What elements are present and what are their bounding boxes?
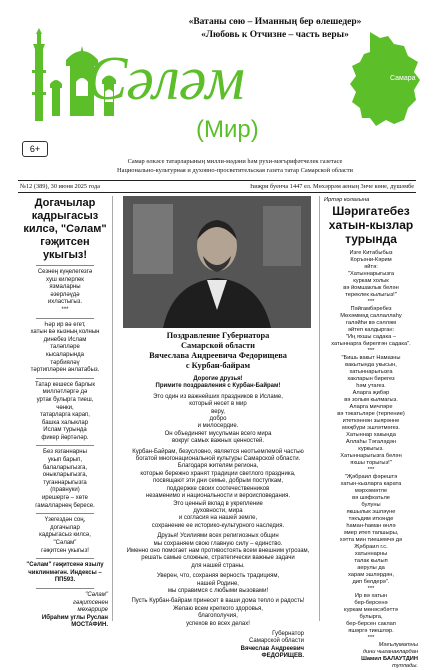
text-line: булырга, [359, 614, 383, 620]
right-block-4 [324, 474, 418, 593]
article-para-1 [120, 394, 316, 446]
right-column [324, 197, 418, 670]
text-line: Аларга җибәр [352, 390, 390, 396]
newspaper-logo-sub: (Мир) [196, 116, 259, 143]
text-line: талак кылып [354, 558, 388, 564]
text-line: "Сәлам" [53, 540, 77, 546]
text-line: "Җәбраил фәрештә [344, 474, 398, 480]
text-line: гәҗитсен укыгыз! [41, 547, 89, 554]
text-line: харам эшләрдән, [348, 572, 394, 578]
text-line: Җәбраил г.с. [354, 544, 388, 550]
text-line: фикер йөртәләр. [41, 434, 89, 441]
text-line: Үзегездән соң, [44, 517, 86, 524]
text-line: куркам мөнәсәбәттә [344, 607, 398, 613]
article-para-5 [120, 598, 316, 628]
text-line: итеткәннән зыярәнне [342, 418, 400, 424]
text-line: который несет в мир [189, 401, 247, 408]
text-line: Именно оно помогает нам противостоять всем внешним угрозам, [126, 547, 310, 554]
greeting-2: Примите поздравления с Курбан-Байрам! [155, 383, 281, 390]
right-block-5 [324, 593, 418, 642]
text-line: Хатыннар хакында [346, 432, 396, 438]
hijri-date: Һиҗри буенча 1447 ел. Мөхәррәм аеның 3нче көне, дүшәмбе [250, 183, 414, 190]
text-line: дип белдерә". [352, 579, 390, 585]
text-line: ирешергә – хөте [41, 495, 89, 502]
text-line: "Хатыннарыгызга [347, 271, 395, 277]
text-line: һаман-һаман өнлә [346, 523, 396, 529]
column-divider-left [112, 196, 113, 621]
text-line: Һәр ир вә егет, [44, 321, 86, 328]
text-line: әйтеп калдырган: [347, 327, 395, 333]
text-line: хатыннарыгызга [349, 369, 393, 375]
text-line: мәрхәмәтле [354, 488, 388, 494]
text-line: Это ценный вклад в укрепление [173, 500, 263, 507]
portrait-image [123, 196, 311, 328]
text-line: духовности, мира [193, 507, 243, 514]
left-block-5 [22, 517, 108, 555]
text-line: әмер итеп тапшыры, [343, 530, 399, 536]
text-line: *** [367, 299, 375, 305]
text-line: аерулы да [357, 565, 385, 571]
text-line: тереклек кылыгыз!" [345, 292, 397, 298]
left-column [22, 197, 108, 630]
text-line: кысаларында [46, 351, 84, 358]
text-line: Курбан-Байрам, безусловно, является неотъемлемой частью [132, 448, 304, 455]
text-line: Это один из важнейших праздников в Исламе, [153, 393, 283, 400]
text-line: тәртипләрен анлатабыз. [30, 367, 100, 374]
text-line: бер-берсен саклап [346, 621, 396, 627]
text-line: хакларын бирегез [347, 376, 395, 382]
text-line: богатой многонациональной культуры Самарской области. [135, 456, 301, 463]
text-line: татарларга карап, [40, 412, 90, 419]
text-line: гәҗитсенен [73, 599, 108, 606]
article-headline: Поздравление Губернатора Самарской области Вячеслава Андреевича Федорищева с Курбан-байрам [149, 331, 287, 370]
slogan-russian: «Любовь к Отчизне – часть веры» [201, 30, 349, 40]
text-line: ихластыгыз. [47, 299, 83, 306]
slogan-tatar: «Ватаны сөю – Иманның бер өлешедер» [188, 17, 362, 27]
text-line: хатыннарны [354, 551, 388, 557]
text-line: и согласия на нашей земле, [178, 515, 258, 522]
text-line: *** [367, 348, 375, 354]
text-line: сохранение ее историко-культурного наследия. [151, 522, 285, 529]
text-line: Он объединяет мусульман всего мира [164, 430, 272, 437]
text-line: әйтә: [364, 264, 378, 270]
text-line: Желаю всем крепкого здоровья, [173, 605, 263, 612]
text-line: башка халыклар [41, 419, 89, 426]
text-line: *** [367, 635, 375, 641]
issue-info: №12 (389), 30 июня 2025 года [20, 183, 101, 190]
text-line: куркам холык [353, 278, 389, 284]
text-line: һәм утагез. [356, 383, 386, 389]
text-line: язмаларны [49, 284, 81, 291]
text-line: балаларыгызга, [42, 464, 88, 471]
right-block-2 [324, 306, 418, 355]
subscription-note: "Сәлам" гәҗитсенә язылу чиклинмәгән. Индексы – ПП593. [26, 562, 104, 584]
text-line: хатын вә кызның колнын [30, 329, 100, 336]
text-line: вә золым кылмагыз. [344, 397, 398, 403]
text-line: Благодаря жителям региона, [177, 463, 259, 470]
text-line: *** [61, 306, 69, 313]
text-line: чөнки, [56, 404, 74, 411]
editor-title [22, 592, 108, 615]
text-line: догачылар [50, 524, 80, 531]
article-para-3 [120, 533, 316, 570]
text-line: Друзья! Усилиями всех религиозных общин [157, 533, 279, 540]
text-line: вә йомшаклык белән [343, 285, 399, 291]
text-line: посвящают эти дни семье, добрым поступкам, [152, 478, 284, 485]
text-line: добро [209, 416, 227, 423]
text-line: милләтләргә дә [42, 389, 88, 396]
text-line: Ир вә хатын [354, 593, 388, 599]
text-line: мөхәррире [77, 607, 108, 614]
text-line: Хатыннарыгызга белән [340, 453, 402, 459]
text-line: кадрыгасыз килсә, [39, 532, 91, 539]
text-line: вокруг самых важных ценностей. [171, 438, 265, 445]
newspaper-logo: Сәләм [86, 45, 244, 113]
text-line: туганнарыгызга [43, 479, 87, 486]
text-line: для нашей страны. [191, 562, 245, 569]
left-block-4 [22, 449, 108, 510]
text-line: Без язганнарны [43, 449, 87, 456]
text-line: Уверен, что, сохраняя верность традициям, [156, 573, 280, 580]
text-line: тәкъдим иткәнде [348, 516, 394, 522]
text-line: куркыгыз. [358, 446, 384, 452]
text-line: "Сәлам" [85, 591, 108, 598]
right-block-3 [324, 355, 418, 474]
right-block-1 [324, 250, 418, 306]
text-line: Мөхәммәд саллаллаһу [340, 313, 402, 319]
region-label: Самара [390, 75, 416, 82]
governor-photo [123, 196, 311, 328]
text-line: хәтта мин тиешемчә дә [339, 537, 403, 543]
text-line: Аллаһы Тәгаләдән [345, 439, 397, 445]
text-line: динебез Ислам [43, 336, 87, 343]
subtitle-tatar: Самар өлкәсе татарларының милли-мәдәни һәм рухи-мәгърифәтчелек газетасе [127, 158, 343, 165]
editor-name: Ибраhим углы Руслан МОСТАФИН. [41, 614, 108, 629]
text-line: таләпләре [50, 344, 80, 351]
left-headline: Догачылар кадрыгасыз килсә, "Сәлам" гәҗитсен укыгыз! [23, 197, 107, 261]
article-para-2 [120, 449, 316, 530]
text-line: укып барып, [47, 457, 83, 464]
text-line: благополучия, [198, 613, 238, 620]
center-article [120, 331, 316, 661]
text-line: вакытында укысын, [345, 362, 397, 368]
article-para-4 [120, 573, 316, 595]
text-line: булуны [361, 502, 381, 508]
text-line: "Бишь вакыт Намазны [341, 355, 401, 361]
column-divider-right [319, 196, 320, 621]
left-block-2 [22, 322, 108, 375]
text-line: уртак булырга тиеш, [36, 396, 94, 403]
text-line: якшылык эшләүне [346, 509, 396, 515]
text-line: Сезнең күңелегезгә [37, 269, 93, 275]
text-line: Татар кешесе барлык [34, 381, 95, 388]
text-line: Ислам турында [43, 427, 87, 434]
text-line: гамалларнең бересе. [35, 502, 95, 509]
text-line: веру, [211, 408, 225, 415]
subtitle-russian: Национально-культурная и духовно-просветительская газета татар Самарской области [117, 167, 353, 174]
text-line: бер-берсенә [354, 600, 388, 606]
text-line: *** [367, 467, 375, 473]
text-line: хатыннарга бирелгән садака". [331, 341, 411, 347]
left-block-3 [22, 382, 108, 443]
left-block-1 [22, 269, 108, 315]
text-line: которые бережно хранят традиции светлого праздника, [140, 470, 296, 477]
text-line: незаменимо и национальности и вероисповедания. [145, 493, 291, 500]
text-line: галәйһи вә сәлләм [345, 320, 397, 326]
greeting-1: Дорогие друзья! [193, 376, 243, 382]
text-line: яхшы торыгыз!" [350, 460, 392, 466]
text-line: "Иң яхшы садака – [346, 334, 396, 340]
text-line: хатын-кызларга карата [340, 481, 402, 487]
text-line: (правнуки) [50, 487, 80, 494]
text-line: тәрбияләү [50, 359, 80, 366]
text-line: мы справимся с любыми вызовами! [167, 587, 269, 594]
text-line: оныкларыгызга, [42, 472, 88, 479]
text-line: вә тәкатьләре (терпение) [337, 411, 405, 417]
text-line: Коръәни-Кәрим [350, 257, 392, 263]
right-headline: Шәригатебез хатын-кызлар турында [328, 204, 414, 246]
text-line: Пәйгамбәребез [350, 306, 392, 312]
text-line: Аларга мичләре [349, 404, 393, 410]
age-rating-badge: 6+ [22, 141, 48, 157]
text-line: решать самые сложные, стратегически важные задачи [141, 555, 295, 562]
text-line: и милосердие. [197, 423, 239, 430]
text-line: хуш килерлек [46, 276, 84, 283]
text-line: успехов во всех делах! [186, 620, 250, 627]
text-line: нашей Родине, [197, 580, 239, 587]
text-line: әзерләүдә [50, 291, 80, 298]
article-signature: Губернатор Самарской области Вячеслав Андреевич ФЕДОРИЩЕВ. [240, 631, 304, 660]
text-line: вә шәфкатьле [352, 495, 390, 501]
text-line: Пусть Курбан-байрам принесет в ваши дома тепло и радость! [131, 598, 305, 605]
right-signature: Мәгълүматны дини чыганаклардан Шамил БАЛАУТДИН туплады. [361, 642, 418, 669]
text-line: *** [367, 586, 375, 592]
text-line: яшәргә тиешләр. [348, 628, 394, 634]
rubric-label: Иртәр колагына [324, 197, 370, 203]
issue-bar [18, 180, 416, 193]
text-line: поддержке своих соотечественников [166, 485, 270, 492]
text-line: мәҗбүри эшләтмәгез. [342, 425, 400, 431]
text-line: мы сохраняем свою главную силу – единство. [153, 540, 283, 547]
text-line: Изге Китабыбыз [349, 250, 393, 256]
